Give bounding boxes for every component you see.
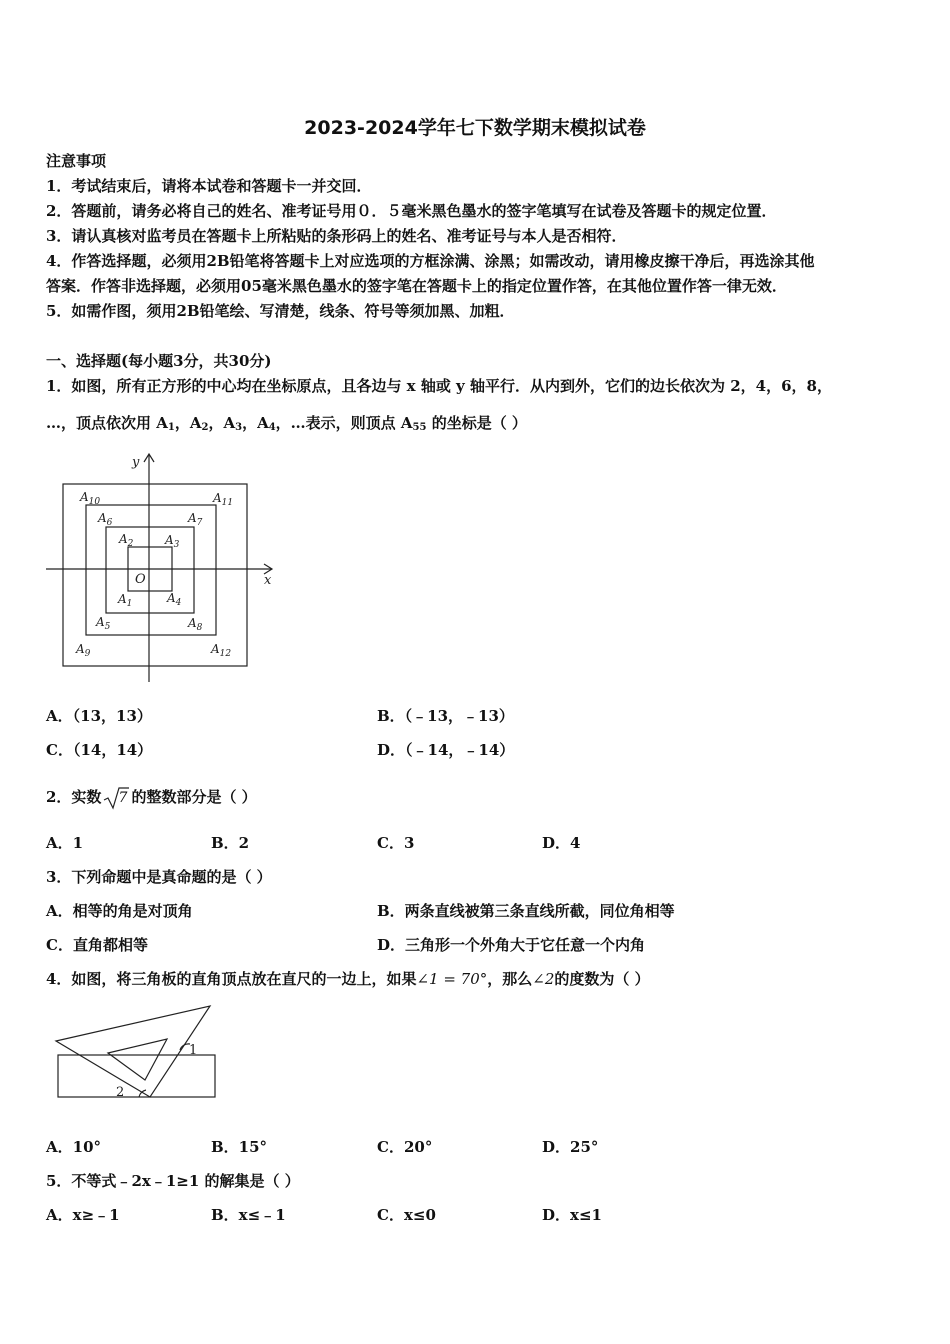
notice-item: 4．作答选择题，必须用2B铅笔将答题卡上对应选项的方框涂满、涂黑；如需改动，请用橡皮擦干净后，再选涂其他 — [46, 252, 815, 270]
q4-triangle-ruler-figure — [50, 1002, 230, 1104]
vertex-A11: $A_{11}$ — [213, 491, 234, 508]
origin-label: O — [135, 572, 146, 587]
vertex-A6: $A_6$ — [98, 511, 113, 528]
ruler — [58, 1055, 215, 1097]
notice-item: 3．请认真核对监考员在答题卡上所粘贴的条形码上的姓名、准考证号与本人是否相符． — [46, 227, 627, 245]
q2-option-b[interactable]: B．2 — [211, 834, 250, 852]
vertex-A2: $A_2$ — [119, 532, 134, 549]
triangle-inner — [108, 1039, 167, 1080]
q5-option-c[interactable]: C．x≤0 — [377, 1206, 436, 1224]
radicand: 7 — [118, 790, 128, 806]
q5-option-d[interactable]: D．x≤1 — [542, 1206, 602, 1224]
page-title: 2023-2024学年七下数学期末模拟试卷 — [304, 117, 646, 139]
q1-option-c[interactable]: C．（14，14） — [46, 741, 153, 759]
vertex-A3: $A_3$ — [165, 533, 180, 550]
q1-option-a[interactable]: A．（13，13） — [46, 707, 152, 725]
vertex-A12: $A_{12}$ — [211, 642, 232, 659]
q3-option-a[interactable]: A．相等的角是对顶角 — [46, 902, 193, 920]
angle-2-label: 2 — [116, 1085, 125, 1100]
q3-option-b[interactable]: B．两条直线被第三条直线所截，同位角相等 — [377, 902, 675, 920]
q3-option-c[interactable]: C．直角都相等 — [46, 936, 148, 954]
notice-item: 2．答题前，请务必将自己的姓名、准考证号用０．５毫米黑色墨水的签字笔填写在试卷及答题卡的规定位置． — [46, 202, 777, 220]
vertex-A1: $A_1$ — [118, 592, 133, 609]
q1-squares-figure — [40, 448, 280, 688]
triangle-outer — [56, 1006, 210, 1097]
q1-option-d[interactable]: D．（﹣14，﹣14） — [377, 741, 515, 759]
q2-option-d[interactable]: D．4 — [542, 834, 581, 852]
vertex-A10: $A_{10}$ — [80, 490, 101, 507]
q5-question: 5．不等式﹣2x﹣1≥1 的解集是（ ） — [46, 1172, 300, 1190]
q3-question: 3．下列命题中是真命题的是（ ） — [46, 868, 272, 886]
q4-option-b[interactable]: B．15° — [211, 1138, 268, 1156]
q5-option-b[interactable]: B．x≤﹣1 — [211, 1206, 286, 1224]
q4-question: 4．如图，将三角板的直角顶点放在直尺的一边上，如果∠1 = 70°，那么∠2的度数为（ ） — [46, 970, 650, 988]
angle-1-label: 1 — [189, 1043, 198, 1058]
q4-option-c[interactable]: C．20° — [377, 1138, 433, 1156]
q1-option-b[interactable]: B．（﹣13，﹣13） — [377, 707, 514, 725]
vertex-A5: $A_5$ — [96, 615, 111, 632]
notice-item: 5．如需作图，须用2B铅笔绘、写清楚，线条、符号等须加黑、加粗． — [46, 302, 515, 320]
angle-2: ∠2 — [532, 970, 555, 988]
vertex-A9: $A_9$ — [76, 642, 91, 659]
q2-option-a[interactable]: A．1 — [46, 834, 84, 852]
square-side-8 — [63, 484, 247, 666]
q1-line2: …，顶点依次用 $A_1$，$A_2$，$A_3$，$A_4$，…表示，则顶点 $A_{55}$ 的坐标是（ ） — [46, 414, 527, 433]
q2-option-c[interactable]: C．3 — [377, 834, 415, 852]
notice-item: 1．考试结束后，请将本试卷和答题卡一并交回． — [46, 177, 372, 195]
vertex-A8: $A_8$ — [188, 616, 203, 633]
notice-item: 答案．作答非选择题，必须用05毫米黑色墨水的签字笔在答题卡上的指定位置作答，在其他位置作答一律无效． — [46, 277, 787, 295]
q3-option-d[interactable]: D．三角形一个外角大于它任意一个内角 — [377, 936, 646, 954]
x-axis-label: x — [264, 573, 272, 588]
q5-option-a[interactable]: A．x≥﹣1 — [46, 1206, 120, 1224]
vertex-A7: $A_7$ — [188, 511, 203, 528]
q1-line1: 1．如图，所有正方形的中心均在坐标原点，且各边与 x 轴或 y 轴平行．从内到外，它们的边长依次为 2，4，6，8， — [46, 377, 832, 395]
angle-1-value: ∠1 = 70° — [416, 970, 488, 988]
q4-option-a[interactable]: A．10° — [46, 1138, 102, 1156]
q2-question: 2．实数 7 的整数部分是（ ） — [46, 788, 257, 806]
q4-option-d[interactable]: D．25° — [542, 1138, 599, 1156]
notice-heading: 注意事项 — [46, 152, 107, 170]
y-axis-label: y — [132, 455, 140, 470]
vertex-A4: $A_4$ — [167, 591, 182, 608]
section-heading: 一、选择题(每小题3分，共30分) — [46, 352, 272, 370]
